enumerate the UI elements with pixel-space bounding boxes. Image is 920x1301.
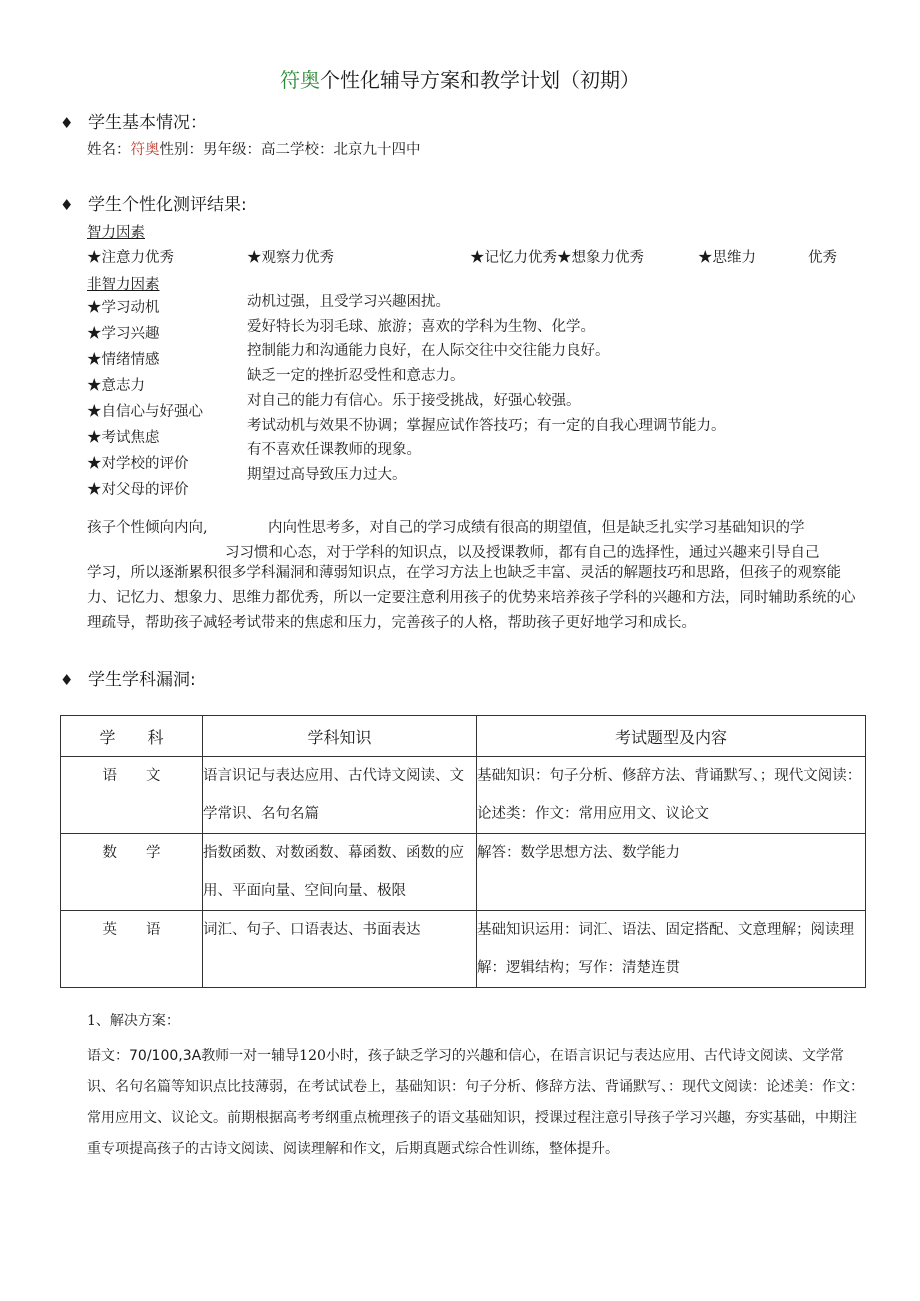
diamond-bullet-icon: ♦: [60, 196, 74, 214]
factor-label: ★自信心与好强心: [87, 404, 203, 420]
tendency-paragraph: 学习，所以逐渐累积很多学科漏洞和薄弱知识点，在学习方法上也缺乏丰富、灵活的解题技巧和思路，但孩子的观察能力、记忆力、想象力、思维力都优秀，所以一定要注意利用孩子的优势来培养孩子学科的兴趣和方法，同时辅助系统的心理疏导，帮助孩子减轻考试带来的焦虑和压力，完善孩子的人格，帮助孩子更好地学习和成长。: [87, 565, 856, 631]
factor-labels: [87, 295, 203, 503]
solution-chinese-plan: 70/100,3A: [129, 1048, 202, 1064]
cell-subject: 数 学: [61, 834, 203, 911]
factor-desc: 动机过强，且受学习兴趣困扰。: [247, 294, 450, 310]
intel-observation: ★观察力优秀: [247, 250, 334, 266]
factor-label: ★学习兴趣: [87, 326, 160, 342]
basic-info-line: [87, 138, 421, 159]
cell-subject: 英 语: [61, 911, 203, 988]
cell-exam: 基础知识运用：词汇、语法、固定搭配、文意理解；阅读理解：逻辑结构；写作：清楚连贯: [477, 911, 866, 988]
factor-desc: 缺乏一定的挫折忍受性和意志力。: [247, 368, 465, 385]
cell-exam: 解答：数学思想方法、数学能力: [477, 834, 866, 911]
diamond-bullet-icon: ♦: [60, 114, 74, 132]
cell-knowledge: 词汇、句子、口语表达、书面表达: [203, 911, 477, 988]
header-knowledge: 学科知识: [203, 716, 477, 757]
table-row: [61, 834, 866, 911]
factor-label: ★意志力: [87, 378, 145, 394]
intel-memory-imagination: ★记忆力优秀★想象力优秀: [470, 250, 644, 266]
factor-label: ★对父母的评价: [87, 482, 189, 498]
factor-desc: 控制能力和沟通能力良好，在人际交往中交往能力良好。: [247, 343, 610, 360]
tendency-label: 孩子个性倾向内向,: [87, 520, 208, 536]
page-title: [0, 64, 920, 93]
factor-descriptions: [247, 290, 726, 488]
basic-info-rest: 性别：男年级：高二学校：北京九十四中: [159, 142, 421, 158]
factor-desc: 爱好特长为羽毛球、旅游；喜欢的学科为生物、化学。: [247, 318, 595, 335]
title-text: 个性化辅导方案和教学计划（初期）: [320, 68, 640, 92]
table-row: [61, 911, 866, 988]
factor-desc: 有不喜欢任课教师的现象。: [247, 442, 421, 459]
factor-desc: 考试动机与效果不协调；掌握应试作答技巧；有一定的自我心理调节能力。: [247, 417, 726, 434]
section-basic-title: 学生基本情况：: [88, 113, 207, 133]
factor-desc: 对自己的能力有信心。乐于接受挑战，好强心较强。: [247, 392, 581, 409]
tendency-line-2: 习习惯和心态，对于学科的知识点，以及授课教师，都有自己的选择性，通过兴趣来引导自己: [225, 545, 820, 561]
cell-subject: 语 文: [61, 757, 203, 834]
section-basic-heading: [60, 108, 207, 133]
table-header-row: [61, 716, 866, 757]
student-name: 符奥: [130, 142, 160, 158]
factor-label: ★对学校的评价: [87, 456, 189, 472]
intel-thinking-level: 优秀: [808, 250, 837, 266]
intel-attention: ★注意力优秀: [87, 250, 174, 266]
name-label: 姓名：: [87, 142, 131, 158]
factor-desc: 期望过高导致压力过大。: [247, 466, 407, 483]
intel-thinking: ★思维力: [698, 250, 756, 266]
cell-exam: 基础知识：句子分析、修辞方法、背诵默写、；现代文阅读：论述类：作文：常用应用文、议论文: [477, 757, 866, 834]
solution-chinese-paragraph: [87, 1041, 867, 1165]
nonintel-heading: 非智力因素: [87, 277, 160, 293]
section-gaps-heading: [60, 665, 196, 690]
title-student-name: 符奥: [280, 68, 320, 92]
table-row: [61, 757, 866, 834]
cell-knowledge: 语言识记与表达应用、古代诗文阅读、文学常识、名句名篇: [203, 757, 477, 834]
tendency-line-1: 内向性思考多，对自己的学习成绩有很高的期望值，但是缺乏扎实学习基础知识的学: [268, 520, 805, 536]
factor-label: ★学习动机: [87, 300, 160, 316]
diamond-bullet-icon: ♦: [60, 671, 74, 689]
solution-heading: 1、解决方案：: [87, 1013, 180, 1029]
section-eval-title: 学生个性化测评结果:: [88, 195, 247, 215]
section-eval-heading: [60, 190, 247, 215]
solution-chinese-label: 语文：: [87, 1048, 129, 1064]
factor-label: ★情绪情感: [87, 352, 160, 368]
factor-label: ★考试焦虑: [87, 430, 160, 446]
subject-gaps-table: [60, 715, 866, 988]
intel-heading: 智力因素: [87, 225, 145, 241]
cell-knowledge: 指数函数、对数函数、幕函数、函数的应用、平面向量、空间向量、极限: [203, 834, 477, 911]
section-gaps-title: 学生学科漏洞:: [88, 670, 196, 690]
header-exam: 考试题型及内容: [477, 716, 866, 757]
solution-chinese-text: 教师一对一辅导120小时，孩子缺乏学习的兴趣和信心，在语言识记与表达应用、古代诗文阅读、文学常识、名句名篇等知识点比技薄弱，在考试试卷上，基础知识：句子分析、修辞方法、背诵默写、：现代文阅读：论述美：作文：常用应用文、议论文。前期根据高考考纲重点梳理孩子的语文基础知识，授课过程注意引导孩子学习兴趣，夯实基础，中期注重专项提高孩子的古诗文阅读、阅读理解和作文，后期真题式综合性训练，整体提升。: [87, 1048, 864, 1157]
header-subject: 学 科: [61, 716, 203, 757]
